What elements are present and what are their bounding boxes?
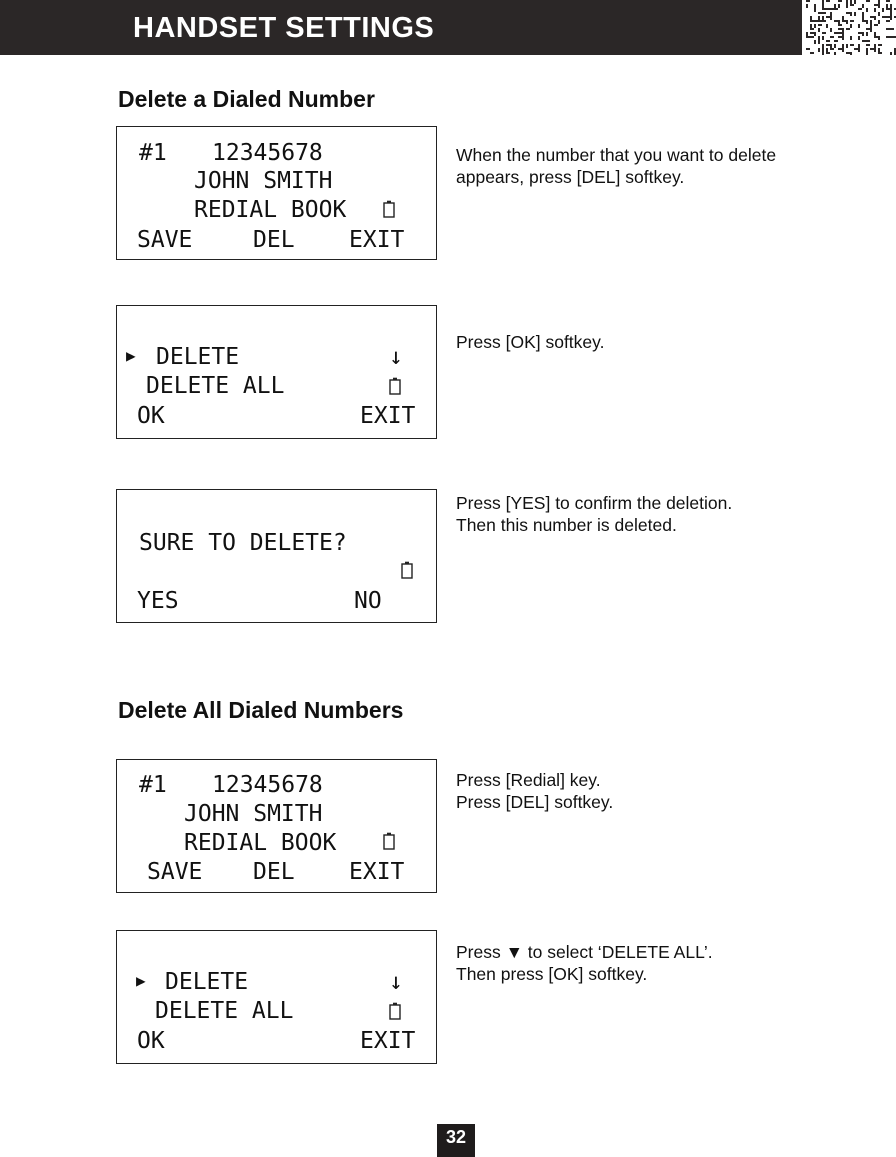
lcd-screen-redial-entry (116, 126, 437, 260)
note-line: Then this number is deleted. (456, 515, 677, 535)
lcd-screen-redial-entry (116, 759, 437, 893)
softkey-ok[interactable]: OK (137, 403, 165, 429)
menu-option-delete-all[interactable]: DELETE ALL (146, 373, 285, 399)
menu-option-delete[interactable]: DELETE (156, 344, 240, 370)
instruction-note (456, 941, 856, 985)
softkey-yes[interactable]: YES (137, 588, 179, 614)
menu-option-delete-all[interactable]: DELETE ALL (155, 998, 294, 1024)
softkey-del[interactable]: DEL (253, 227, 295, 253)
page-number: 32 (437, 1124, 475, 1157)
maze-pattern-icon (806, 0, 896, 55)
note-line: appears, press [DEL] softkey. (456, 167, 685, 187)
page-title: HANDSET SETTINGS (133, 12, 435, 44)
softkey-exit[interactable]: EXIT (360, 403, 416, 429)
section-heading-delete-one: Delete a Dialed Number (118, 86, 375, 112)
entry-name: JOHN SMITH (184, 801, 323, 827)
lcd-screen-delete-menu (116, 305, 437, 439)
battery-icon (383, 200, 395, 218)
note-line: Press [DEL] softkey. (456, 792, 614, 812)
battery-icon (401, 561, 413, 579)
book-label: REDIAL BOOK (194, 197, 347, 223)
cursor-arrow-icon: ▶ (126, 346, 136, 365)
note-line: Then press [OK] softkey. (456, 964, 648, 984)
note-line: When the number that you want to delete (456, 145, 777, 165)
entry-index: #1 (139, 772, 167, 798)
softkey-exit[interactable]: EXIT (349, 859, 405, 885)
scroll-down-icon: ↓ (389, 969, 403, 995)
softkey-exit[interactable]: EXIT (360, 1028, 416, 1054)
softkey-save[interactable]: SAVE (147, 859, 203, 885)
instruction-note (456, 769, 856, 813)
entry-number: 12345678 (212, 140, 323, 166)
note-line: Press [YES] to confirm the deletion. (456, 493, 733, 513)
battery-icon (389, 1002, 401, 1020)
battery-icon (389, 377, 401, 395)
lcd-screen-delete-menu (116, 930, 437, 1064)
scroll-down-icon: ↓ (389, 344, 403, 370)
book-label: REDIAL BOOK (184, 830, 337, 856)
entry-name: JOHN SMITH (194, 168, 333, 194)
instruction-note (456, 144, 856, 188)
softkey-no[interactable]: NO (354, 588, 382, 614)
note-line: Press ▼ to select ‘DELETE ALL’. (456, 942, 713, 962)
battery-icon (383, 832, 395, 850)
instruction-note (456, 492, 856, 536)
section-heading-delete-all: Delete All Dialed Numbers (118, 697, 404, 723)
header-bar (0, 0, 802, 55)
confirm-prompt: SURE TO DELETE? (139, 530, 347, 556)
note-line: Press [Redial] key. (456, 770, 601, 790)
entry-number: 12345678 (212, 772, 323, 798)
lcd-screen-confirm (116, 489, 437, 623)
menu-option-delete[interactable]: DELETE (165, 969, 249, 995)
cursor-arrow-icon: ▶ (136, 971, 146, 990)
softkey-exit[interactable]: EXIT (349, 227, 405, 253)
softkey-save[interactable]: SAVE (137, 227, 193, 253)
note-line: Press [OK] softkey. (456, 332, 605, 352)
entry-index: #1 (139, 140, 167, 166)
softkey-ok[interactable]: OK (137, 1028, 165, 1054)
softkey-del[interactable]: DEL (253, 859, 295, 885)
instruction-note (456, 331, 856, 353)
